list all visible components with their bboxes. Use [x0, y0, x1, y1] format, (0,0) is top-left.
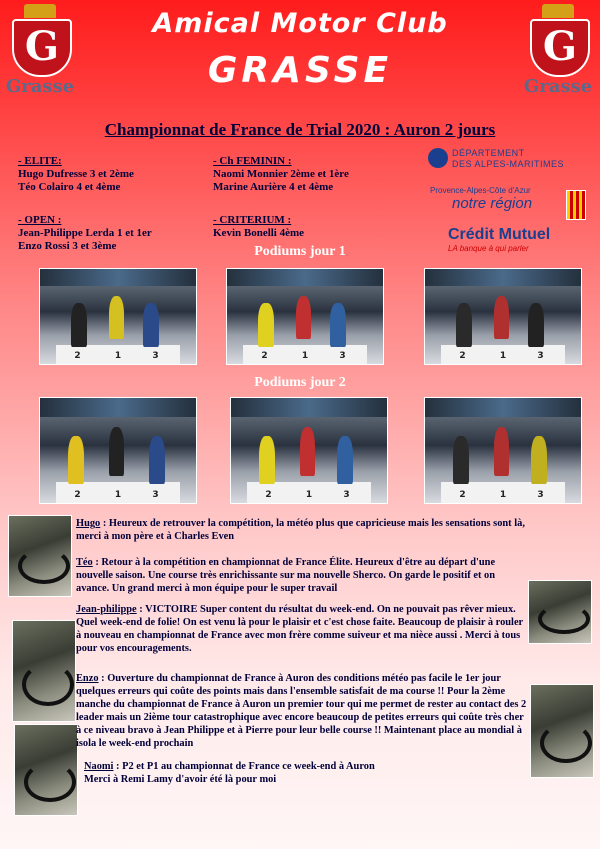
category-heading: - Ch FEMININ : — [213, 155, 292, 167]
podium-photo — [424, 268, 582, 365]
rider-photo-teo — [528, 580, 592, 644]
category-line: Enzo Rossi 3 et 3ème — [18, 240, 117, 252]
page-title: Championnat de France de Trial 2020 : Auron 2 jours — [104, 120, 496, 139]
rider-figure — [453, 436, 469, 484]
comment-text: Ouverture du championnat de France à Auron des conditions météo pas facile le 1er jour quelques erreurs qui coûte des points mais dans l'ensemble satisfait de ma course !! Pour la 2ème manche du championnat de France à Auron un premier tour qui me permet de rester au contact des 2 leader mais un 2ième tour catastrophique avec encore beaucoup de petites erreurs qui coûte très cher à ce niveau bravo à Jean Philippe et à Pierre pour leur belle course !! Maintenant place au mondial à isola le week-end prochain — [76, 673, 527, 749]
podium-number: 2 — [74, 351, 81, 362]
category-elite — [18, 155, 208, 194]
podium-number: 3 — [343, 489, 350, 500]
comment-text: Retour à la compétition en championnat de France Élite. Heureux d'être au départ d'une nouvelle saison. Une course très enrichissante sur ma nouvelle Sherco. On garde le positif et on avance. Un grand merci à mon équipe pour le super travail — [76, 557, 496, 594]
podium-number: 1 — [499, 351, 507, 362]
photo-banner — [231, 398, 387, 417]
comment-text: P2 et P1 au championnat de France ce week-end à Auron Merci à Remi Lamy d'avoir été là pour moi — [84, 761, 375, 785]
podium-number: 2 — [261, 351, 268, 362]
podium-number: 3 — [152, 489, 159, 500]
rider-photo-naomi — [14, 724, 78, 816]
club-name-line2: GRASSE — [207, 50, 393, 91]
podium-number: 1 — [301, 351, 309, 362]
club-name-line1: Amical Motor Club — [152, 8, 448, 39]
category-line: Naomi Monnier 2ème et 1ère — [213, 168, 349, 180]
podium-number: 3 — [537, 489, 544, 500]
podium-number: 1 — [114, 351, 122, 362]
rider-figure — [494, 296, 510, 340]
rider-figure — [296, 296, 312, 340]
credit-name: Crédit Mutuel — [448, 226, 551, 243]
rider-figure — [337, 436, 353, 484]
region-label: Provence-Alpes-Côte d'Azur — [430, 186, 531, 195]
rider-figure — [330, 303, 346, 347]
photo-banner — [425, 398, 581, 417]
podium-photo — [230, 397, 388, 504]
crest-name: Grasse — [523, 76, 593, 97]
comment-text: Heureux de retrouver la compétition, la météo plus que capricieuse mais les sensations sont là, merci à mon père et à Charles Even — [76, 518, 525, 542]
category-line: Marine Aurière 4 et 4ème — [213, 181, 334, 193]
comment-text: VICTOIRE Super content du résultat du week-end. On ne pouvait pas rêver mieux. Quel week-end de folie! On est venu là pour le plaisir et c'est chose faite. Beaucoup de plaisir à rouler à nouveau en championnat de France avec mon frère comme suiveur et ma nièce aussi . Merci à tous pour vos encouragements. — [76, 604, 523, 654]
rider-figure — [456, 303, 472, 347]
podium-number: 2 — [74, 489, 81, 500]
category-heading: - OPEN : — [18, 214, 62, 226]
category-feminin — [213, 155, 423, 194]
comment-naomi: Naomi : P2 et P1 au championnat de France ce week-end à Auron Merci à Remi Lamy d'avoir été là pour moi — [84, 761, 375, 785]
motorbike-icon — [538, 604, 589, 634]
rider-figure — [259, 436, 275, 484]
photo-banner — [40, 398, 196, 417]
podium-number: 2 — [265, 489, 272, 500]
motorbike-icon — [540, 723, 591, 763]
podium-number: 2 — [459, 351, 466, 362]
podium-number: 2 — [459, 489, 466, 500]
category-line: Jean-Philippe Lerda 1 et 1er — [18, 227, 152, 239]
credit-slogan: LA banque à qui parler — [448, 244, 529, 253]
rider-figure — [528, 303, 544, 347]
motorbike-icon — [18, 548, 69, 584]
photo-banner — [425, 269, 581, 286]
podium-photo — [39, 268, 197, 365]
rider-figure — [149, 436, 165, 484]
rider-figure — [494, 427, 510, 475]
podium-number: 1 — [305, 489, 313, 500]
comment-author: Enzo — [76, 673, 99, 684]
sponsor-text: DÉPARTEMENT DES ALPES-MARITIMES — [452, 148, 565, 169]
comment-jean-philippe: Jean-philippe : VICTOIRE Super content du résultat du week-end. On ne pouvait pas rêver mieux. Quel week-end de folie! On est venu là pour le plaisir et c'est chose faite. Beaucoup de plaisir à rouler à nouveau en championnat de France avec mon frère comme suiveur et ma nièce aussi . Merci à tous pour vos encouragements. — [76, 604, 523, 654]
podium-number: 3 — [152, 351, 159, 362]
rider-figure — [109, 296, 125, 340]
podium-number: 3 — [537, 351, 544, 362]
category-line: Kevin Bonelli 4ème — [213, 227, 305, 239]
region-flag-icon — [566, 190, 586, 220]
comment-hugo: Hugo : Heureux de retrouver la compétition, la météo plus que capricieuse mais les sensations sont là, merci à mon père et à Charles Even — [76, 518, 525, 542]
rider-photo-jean-philippe — [12, 620, 76, 722]
sponsor-region — [430, 186, 588, 226]
rider-figure — [71, 303, 87, 347]
motorbike-icon — [24, 762, 75, 802]
sponsor-departement — [428, 148, 588, 174]
comment-author: Jean-philippe — [76, 604, 137, 615]
category-line: Hugo Dufresse 3 et 2ème — [18, 168, 134, 180]
comment-author: Téo — [76, 557, 93, 568]
podiums-day1-heading: Podiums jour 1 — [254, 244, 346, 259]
rider-figure — [68, 436, 84, 484]
rider-figure — [300, 427, 316, 475]
photo-banner — [40, 269, 196, 286]
category-heading: - CRITERIUM : — [213, 214, 292, 226]
rider-photo-enzo — [530, 684, 594, 778]
motorbike-icon — [22, 663, 73, 706]
rider-photo-hugo — [8, 515, 72, 597]
comment-author: Hugo — [76, 518, 101, 529]
rider-figure — [109, 427, 125, 475]
podium-photo — [226, 268, 384, 365]
podiums-day2-heading: Podiums jour 2 — [254, 375, 346, 390]
rider-figure — [143, 303, 159, 347]
crest-shield: G — [530, 19, 590, 77]
podium-photo — [424, 397, 582, 504]
comment-author: Naomi — [84, 761, 114, 772]
crest-name: Grasse — [5, 76, 75, 97]
comment-teo: Téo : Retour à la compétition en championnat de France Élite. Heureux d'être au départ d'une nouvelle saison. Une course très enrichissante sur ma nouvelle Sherco. On garde le positif et on avance. Un grand merci à mon équipe pour le super travail — [76, 557, 496, 594]
departement-logo-icon — [428, 148, 448, 168]
rider-figure — [531, 436, 547, 484]
comment-enzo: Enzo : Ouverture du championnat de France à Auron des conditions météo pas facile le 1er jour quelques erreurs qui coûte des points mais dans l'ensemble satisfait de ma course !! Pour la 2ème manche du championnat de France à Auron un premier tour qui me permet de rester au contact des 2 leader mais un 2ième tour catastrophique avec encore beaucoup de petites erreurs qui coûte très cher à ce niveau bravo à Jean Philippe et à Pierre pour leur belle course !! Maintenant place au mondial à isola le week-end prochain — [76, 673, 527, 749]
category-heading: - ELITE: — [18, 155, 62, 167]
podium-number: 1 — [114, 489, 122, 500]
podium-photo — [39, 397, 197, 504]
region-slogan: notre région — [452, 195, 533, 212]
crest-shield: G — [12, 19, 72, 77]
podium-number: 3 — [339, 351, 346, 362]
category-criterium — [213, 214, 423, 240]
photo-banner — [227, 269, 383, 286]
rider-figure — [258, 303, 274, 347]
category-line: Téo Colairo 4 et 4ème — [18, 181, 121, 193]
podium-number: 1 — [499, 489, 507, 500]
